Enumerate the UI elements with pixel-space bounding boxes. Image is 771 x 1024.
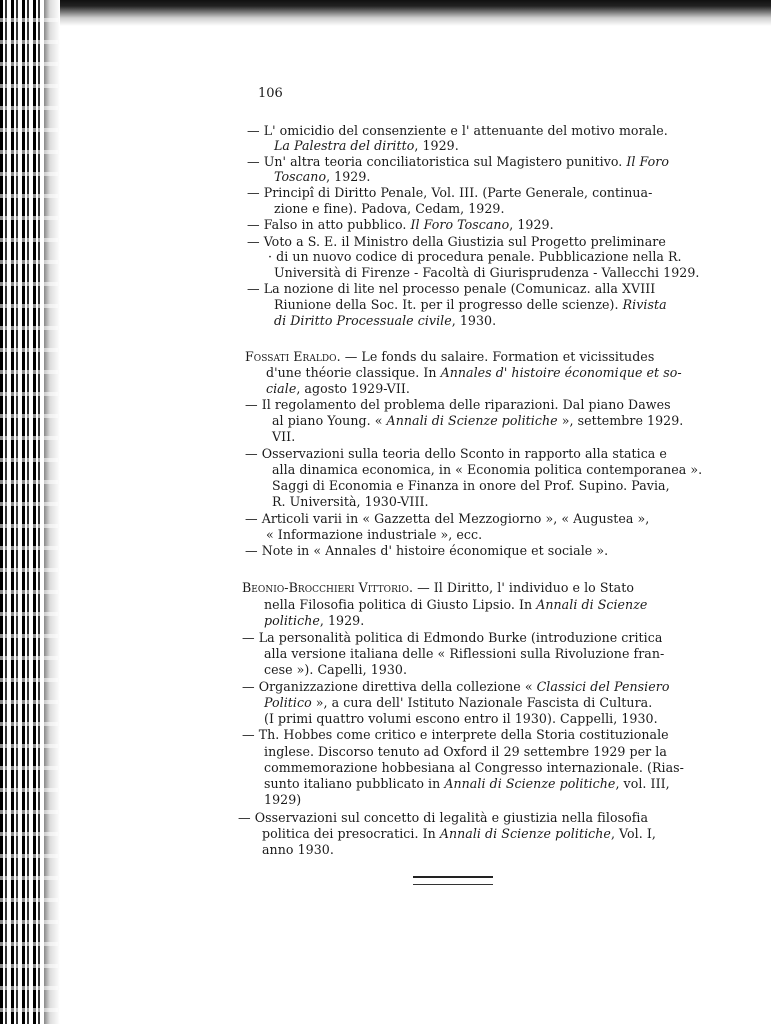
entry-line: — L' omicidio del consenziente e l' attenuante del motivo morale.	[247, 123, 668, 138]
entry-line: alla versione italiana delle « Riflessioni sulla Rivoluzione fran-	[264, 646, 665, 661]
end-rule	[413, 876, 493, 885]
entry-line: (I primi quattro volumi escono entro il 1930). Cappelli, 1930.	[264, 711, 658, 726]
entry-line: « Informazione industriale », ecc.	[266, 527, 483, 542]
entry-line: R. Università, 1930-VIII.	[272, 494, 429, 509]
entry-line: di Diritto Processuale civile, 1930.	[274, 313, 497, 328]
entry-line: commemorazione hobbesiana al Congresso internazionale. (Rias-	[264, 760, 684, 775]
entry-line: zione e fine). Padova, Cedam, 1929.	[274, 201, 505, 216]
entry-line: Università di Firenze - Facoltà di Giurisprudenza - Vallecchi 1929.	[274, 265, 700, 280]
entry-line: — Osservazioni sulla teoria dello Sconto in rapporto alla statica e	[245, 446, 667, 461]
entry-line: cese »). Capelli, 1930.	[264, 662, 408, 677]
entry-line: Saggi di Economia e Finanza in onore del Prof. Supino. Pavia,	[272, 478, 670, 493]
entry-line: — Falso in atto pubblico. Il Foro Toscano, 1929.	[247, 217, 554, 232]
entry-line: Toscano, 1929.	[274, 169, 371, 184]
entry-line: — Un' altra teoria conciliatoristica sul Magistero punitivo. Il Foro	[247, 154, 669, 169]
entry-line: — Th. Hobbes come critico e interprete della Storia costituzionale	[242, 727, 669, 742]
page-number: 106	[258, 86, 283, 101]
entry-line: nella Filosofia politica di Giusto Lipsio. In Annali di Scienze	[264, 597, 648, 612]
entry-line: — Articoli varii in « Gazzetta del Mezzogiorno », « Augustea »,	[245, 511, 650, 526]
entry-line: Politico », a cura dell' Istituto Nazionale Fascista di Cultura.	[264, 695, 653, 710]
entry-line: — Voto a S. E. il Ministro della Giustizia sul Progetto preliminare	[247, 234, 666, 249]
entry-line: La Palestra del diritto, 1929.	[274, 138, 459, 153]
entry-line: ciale, agosto 1929-VII.	[266, 381, 410, 396]
entry-line: — Note in « Annales d' histoire économique et sociale ».	[245, 543, 609, 558]
entry-line: inglese. Discorso tenuto ad Oxford il 29 settembre 1929 per la	[264, 744, 667, 759]
scan-binding-fade	[0, 0, 58, 1024]
entry-line: — La personalità politica di Edmondo Burke (introduzione critica	[242, 630, 663, 645]
entry-line: · di un nuovo codice di procedura penale. Pubblicazione nella R.	[268, 249, 682, 264]
entry-line: — Principî di Diritto Penale, Vol. III. (Parte Generale, continua-	[247, 185, 653, 200]
scan-top-edge	[0, 0, 771, 26]
entry-line: al piano Young. « Annali di Scienze politiche », settembre 1929.	[272, 413, 684, 428]
entry-line: — Osservazioni sul concetto di legalità e giustizia nella filosofia	[238, 810, 649, 825]
entry-line: politica dei presocratici. In Annali di Scienze politiche, Vol. I,	[262, 826, 656, 841]
entry-line: politiche, 1929.	[264, 613, 365, 628]
entry-line: alla dinamica economica, in « Economia politica contemporanea ».	[272, 462, 703, 477]
entry-line: d'une théorie classique. In Annales d' histoire économique et so-	[266, 365, 682, 380]
entry-line: Fossati Eraldo. — Le fonds du salaire. Formation et vicissitudes	[245, 349, 655, 364]
entry-line: — Organizzazione direttiva della collezione « Classici del Pensiero	[242, 679, 670, 694]
entry-line: VII.	[272, 429, 296, 444]
entry-line: 1929)	[264, 792, 302, 807]
entry-line: — La nozione di lite nel processo penale (Comunicaz. alla XVIII	[247, 281, 656, 296]
entry-line: sunto italiano pubblicato in Annali di Scienze politiche, vol. III,	[264, 776, 670, 791]
entry-line: — Il regolamento del problema delle riparazioni. Dal piano Dawes	[245, 397, 671, 412]
entry-line: Riunione della Soc. It. per il progresso delle scienze). Rivista	[274, 297, 667, 312]
entry-line: anno 1930.	[262, 842, 334, 857]
entry-line: Beonio-Brocchieri Vittorio. — Il Diritto, l' individuo e lo Stato	[242, 580, 634, 595]
